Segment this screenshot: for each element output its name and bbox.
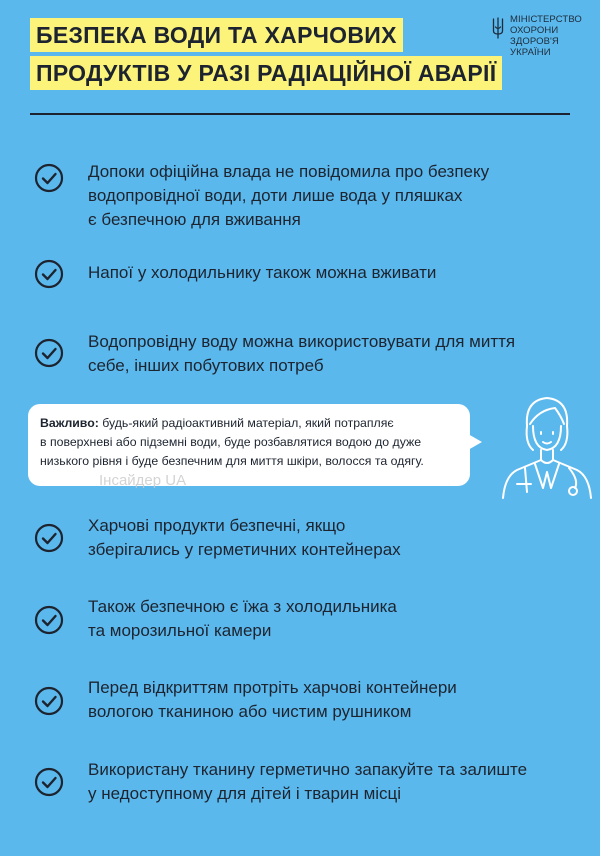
title-line-2: ПРОДУКТІВ У РАЗІ РАДІАЦІЙНОЇ АВАРІЇ [30,56,502,90]
ministry-name [510,14,582,58]
list-item-line: Напої у холодильнику також можна вживати [88,263,437,282]
list-item-line: вологою тканиною або чистим рушником [88,702,412,721]
list-item-line: Допоки офіційна влада не повідомила про безпеку [88,162,490,181]
ministry-line: МІНІСТЕРСТВО [510,14,582,25]
important-note [28,404,470,486]
title-line-1: БЕЗПЕКА ВОДИ ТА ХАРЧОВИХ [30,18,403,52]
check-circle-icon [34,259,64,289]
watermark: Інсайдер UA [99,472,187,489]
check-circle-icon [34,523,64,553]
check-circle-icon [34,686,64,716]
list-item-line: є безпечною для вживання [88,210,301,229]
list-item-text [88,330,515,378]
list-item-text [88,261,436,285]
check-circle-icon [34,605,64,635]
list-item-text [88,514,401,562]
list-item-text [88,160,489,232]
list-item-line: Водопровідну воду можна використовувати для миття [88,332,516,351]
note-line: будь-який радіоактивний матеріал, який потрапляє [98,416,394,430]
note-text [40,414,465,471]
list-item-line: Харчові продукти безпечні, якщо [88,516,346,535]
bubble-tail [468,434,482,450]
header-divider [30,113,570,115]
page-title [30,18,502,90]
list-item [34,516,401,562]
list-item [34,678,457,724]
list-item-line: та морозильної камери [88,621,272,640]
note-line: низького рівня і буде безпечним для миття шкіри, волосся та одягу. [40,454,424,468]
ministry-line: ЗДОРОВ'Я [510,36,559,47]
list-item-line: Також безпечною є їжа з холодильника [88,597,397,616]
list-item-text [88,595,397,643]
list-item-line: Перед відкриттям протріть харчові контейнери [88,678,457,697]
doctor-illustration [497,388,597,508]
ministry-line: ОХОРОНИ [510,25,559,36]
ministry-line: УКРАЇНИ [510,47,551,58]
list-item [34,259,436,289]
trident-icon [492,17,504,39]
note-label: Важливо: [40,416,99,430]
list-item [34,332,516,378]
list-item-line: зберігались у герметичних контейнерах [88,540,401,559]
list-item-line: у недоступному для дітей і тварин місці [88,784,402,803]
list-item-text [88,676,457,724]
list-item-text [88,758,527,806]
check-circle-icon [34,767,64,797]
list-item-line: водопровідної води, доти лише вода у пляшках [88,186,463,205]
list-item [34,597,397,643]
list-item-line: себе, інших побутових потреб [88,356,324,375]
list-item [34,163,489,232]
list-item-line: Використану тканину герметично запакуйте та залиште [88,760,528,779]
note-line: в поверхневі або підземні води, буде розбавлятися водою до дуже [40,435,422,449]
check-circle-icon [34,338,64,368]
check-circle-icon [34,163,64,193]
list-item [34,760,528,806]
ministry-logo [492,14,582,58]
